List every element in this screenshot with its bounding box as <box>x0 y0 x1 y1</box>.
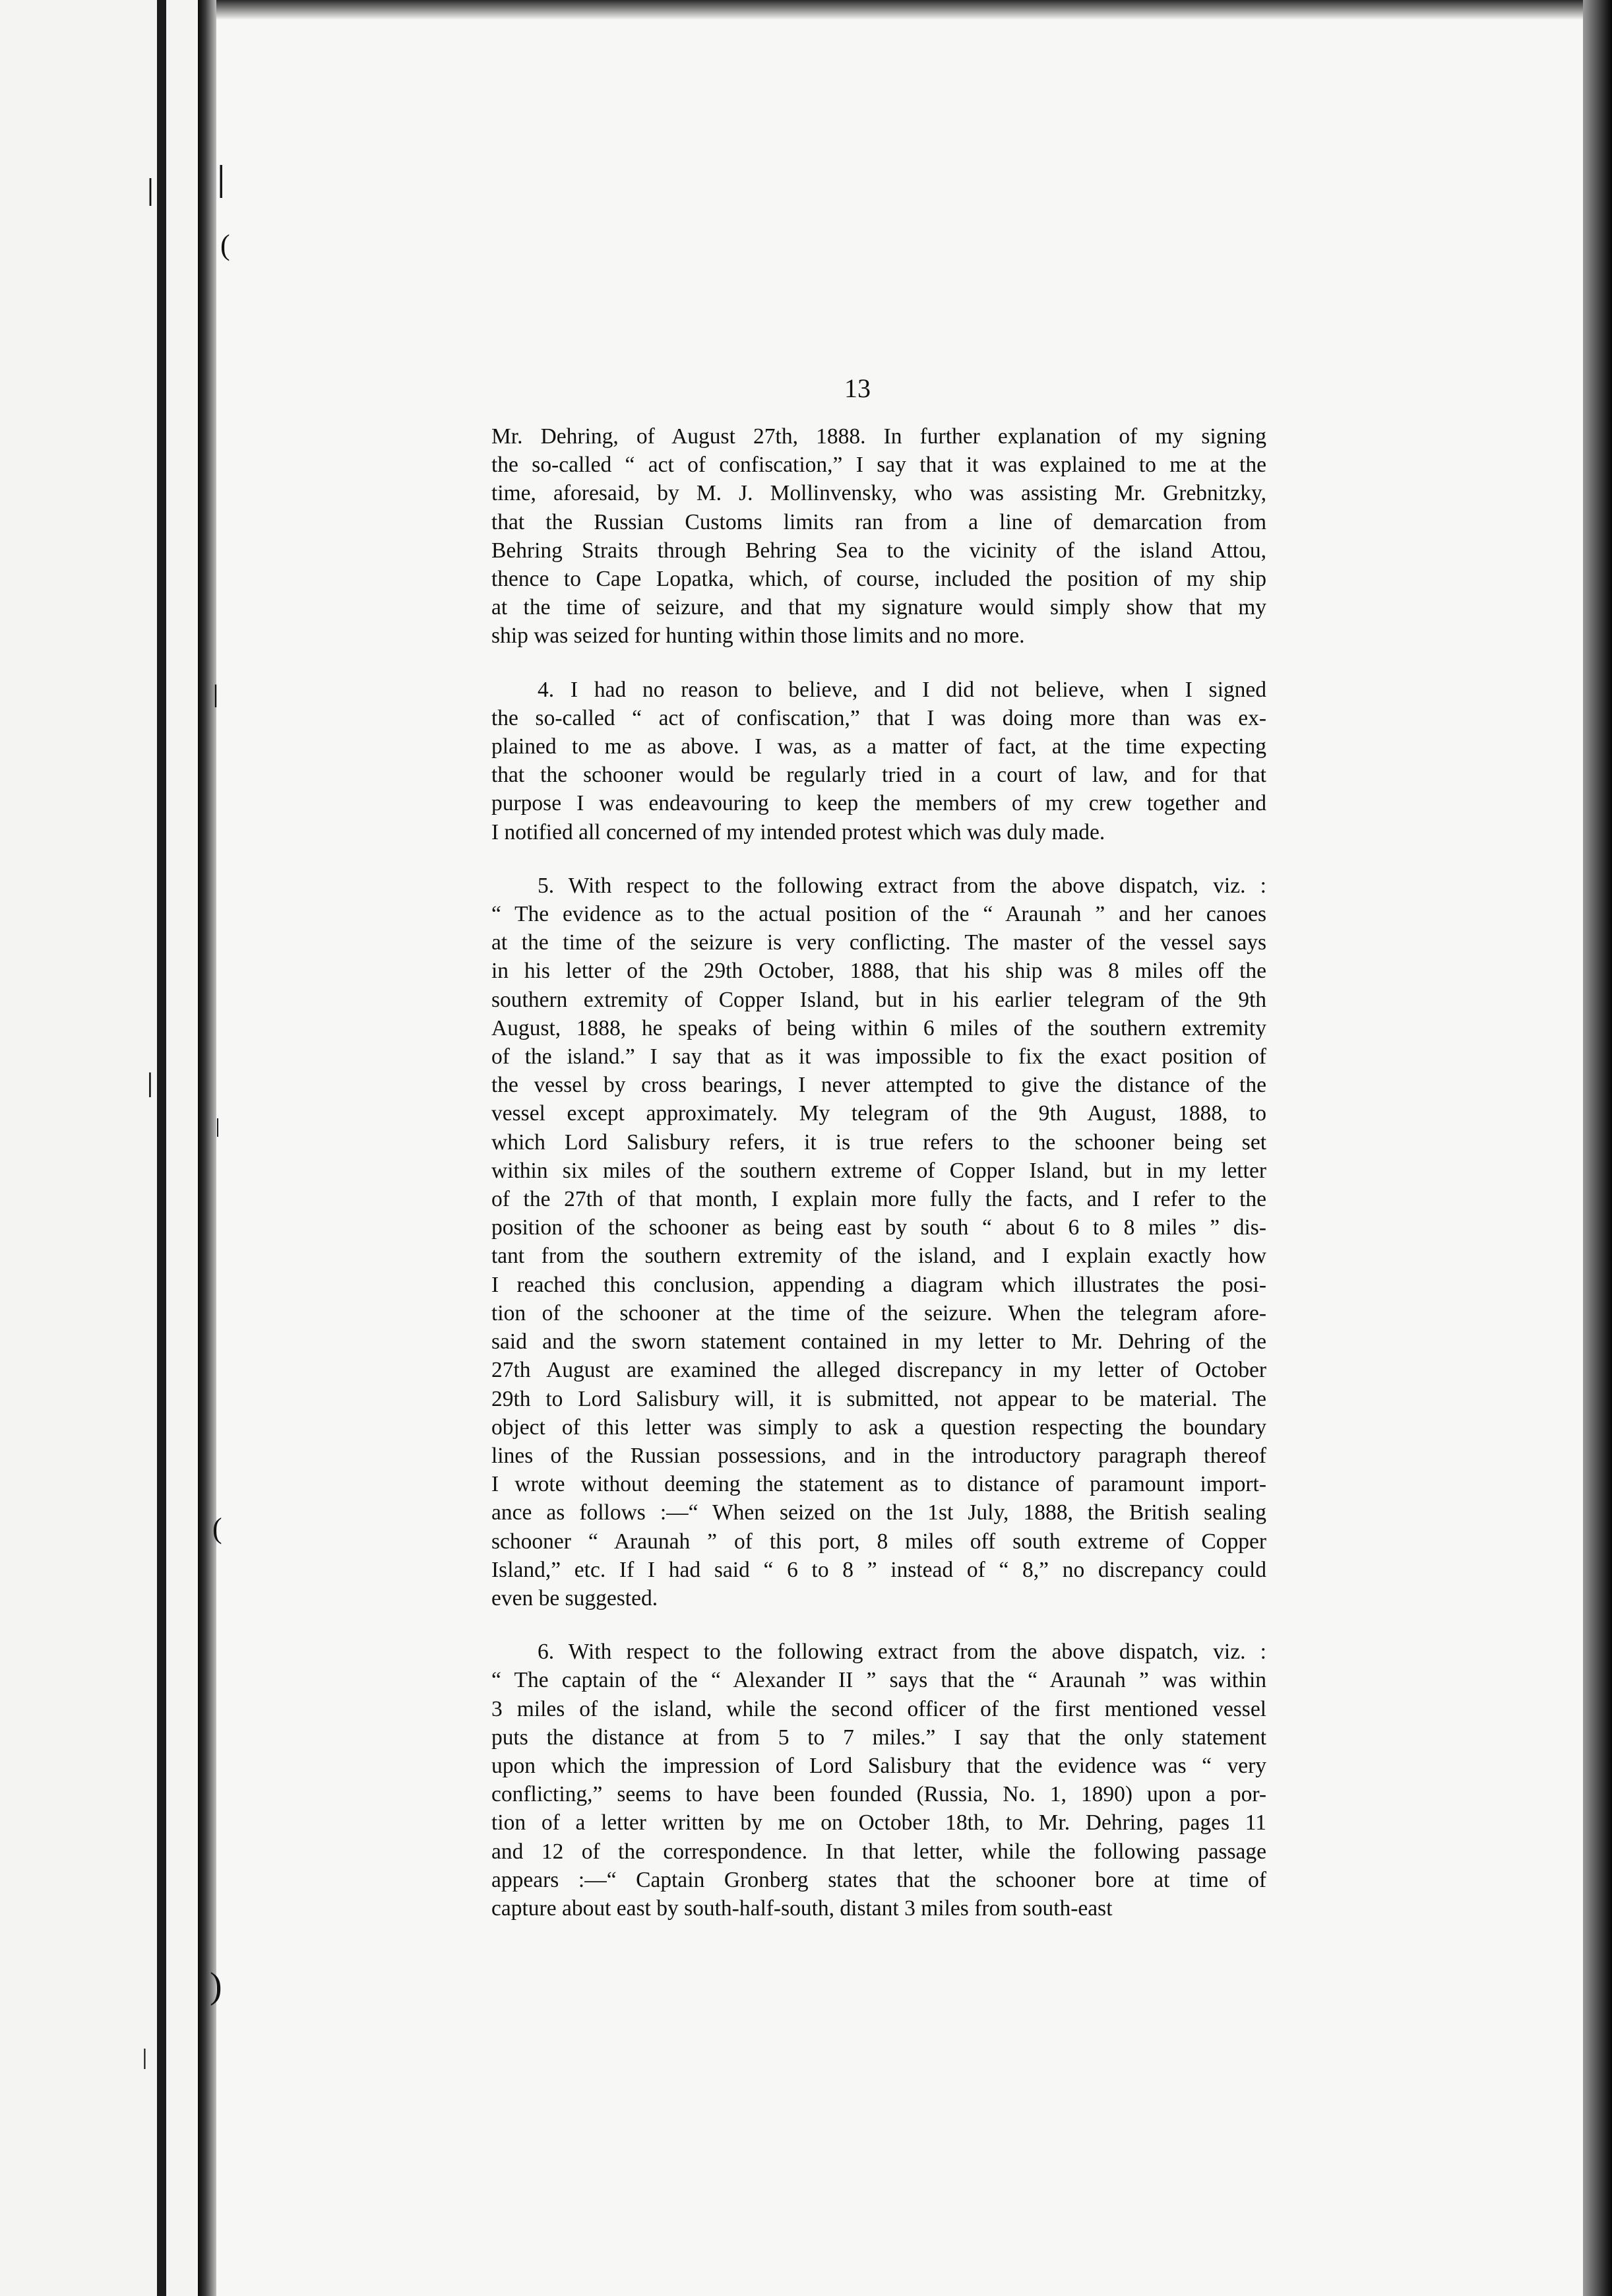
text-line: ance as follows :—“ When seized on the 1st July, 1888, the British sealing <box>491 1500 1266 1525</box>
page-top-shade <box>216 0 1583 20</box>
text-line: Mr. Dehring, of August 27th, 1888. In further explanation of my signing <box>491 424 1266 449</box>
text-line: of the island.” I say that as it was impossible to fix the exact position of <box>491 1044 1266 1069</box>
text-line: schooner “ Araunah ” of this port, 8 miles off south extreme of Copper <box>491 1529 1266 1554</box>
margin-mark: ( <box>212 1512 222 1545</box>
margin-mark: ǀ <box>212 678 220 715</box>
text-line: tion of a letter written by me on October 18th, to Mr. Dehring, pages 11 <box>491 1810 1266 1835</box>
margin-mark: ǀ <box>146 1066 154 1105</box>
margin-mark: ( <box>220 229 230 261</box>
page-gutter <box>198 0 216 2296</box>
previous-page-fold <box>157 0 166 2296</box>
text-line: at the time of seizure, and that my signature would simply show that my <box>491 595 1266 620</box>
text-line: in his letter of the 29th October, 1888, that his ship was 8 miles off the <box>491 959 1266 984</box>
text-line: I reached this conclusion, appending a diagram which illustrates the posi- <box>491 1272 1266 1297</box>
margin-mark: ) <box>210 1965 222 2006</box>
margin-mark: ǀ <box>142 2043 148 2076</box>
text-line: vessel except approximately. My telegram of the 9th August, 1888, to <box>491 1101 1266 1126</box>
text-line: 5. With respect to the following extract from the above dispatch, viz. : <box>538 873 1266 898</box>
text-line: thence to Cape Lopatka, which, of course, included the position of my ship <box>491 567 1266 592</box>
text-line: at the time of the seizure is very conflicting. The master of the vessel says <box>491 930 1266 955</box>
text-line: 29th to Lord Salisbury will, it is submitted, not appear to be material. The <box>491 1386 1266 1411</box>
page-right-edge <box>1583 0 1612 2296</box>
text-line: upon which the impression of Lord Salisbury that the evidence was “ very <box>491 1753 1266 1778</box>
text-line: appears :—“ Captain Gronberg states that the schooner bore at time of <box>491 1867 1266 1892</box>
text-line: the so-called “ act of confiscation,” that I was doing more than was ex- <box>491 705 1266 730</box>
paragraph <box>491 422 1266 651</box>
text-line: and 12 of the correspondence. In that letter, while the following passage <box>491 1839 1266 1864</box>
text-line: position of the schooner as being east by south “ about 6 to 8 miles ” dis- <box>491 1215 1266 1240</box>
text-line: said and the sworn statement contained in my letter to Mr. Dehring of the <box>491 1329 1266 1355</box>
text-line: I notified all concerned of my intended protest which was duly made. <box>491 819 1105 845</box>
text-line: “ The captain of the “ Alexander II ” says that the “ Araunah ” was within <box>491 1668 1266 1693</box>
text-line: time, aforesaid, by M. J. Mollinvensky, who was assisting Mr. Grebnitzky, <box>491 481 1266 506</box>
text-line: I wrote without deeming the statement as to distance of paramount import- <box>491 1472 1266 1497</box>
text-line: even be suggested. <box>491 1585 658 1610</box>
text-line: southern extremity of Copper Island, but in his earlier telegram of the 9th <box>491 987 1266 1012</box>
margin-mark: ǀ <box>215 1113 221 1143</box>
text-line: of the 27th of that month, I explain more fully the facts, and I refer to the <box>491 1187 1266 1212</box>
text-line: that the Russian Customs limits ran from a line of demarcation from <box>491 509 1266 534</box>
text-line: object of this letter was simply to ask a question respecting the boundary <box>491 1415 1266 1440</box>
text-line: conflicting,” seems to have been founded (Russia, No. 1, 1890) upon a por- <box>491 1782 1266 1807</box>
text-line: lines of the Russian possessions, and in the introductory paragraph thereof <box>491 1443 1266 1468</box>
text-line: Island,” etc. If I had said “ 6 to 8 ” instead of “ 8,” no discrepancy could <box>491 1557 1266 1582</box>
text-line: purpose I was endeavouring to keep the members of my crew together and <box>491 791 1266 816</box>
text-line: 4. I had no reason to believe, and I did not believe, when I signed <box>538 677 1266 702</box>
text-line: capture about east by south-half-south, distant 3 miles from south-east <box>491 1896 1113 1921</box>
text-line: 27th August are examined the alleged discrepancy in my letter of October <box>491 1358 1266 1383</box>
text-line: 3 miles of the island, while the second officer of the first mentioned vessel <box>491 1696 1266 1721</box>
paragraph <box>491 1638 1266 1923</box>
text-line: tion of the schooner at the time of the seizure. When the telegram afore- <box>491 1300 1266 1325</box>
text-line: within six miles of the southern extreme of Copper Island, but in my letter <box>491 1158 1266 1183</box>
text-line: tant from the southern extremity of the island, and I explain exactly how <box>491 1244 1266 1269</box>
document-body <box>491 422 1266 1948</box>
text-line: August, 1888, he speaks of being within 6 miles of the southern extremity <box>491 1015 1266 1040</box>
paragraph <box>491 872 1266 1612</box>
page-number: 13 <box>844 373 871 403</box>
text-line: ship was seized for hunting within those limits and no more. <box>491 623 1025 649</box>
text-line: plained to me as above. I was, as a matter of fact, at the time expecting <box>491 734 1266 759</box>
text-line: puts the distance at from 5 to 7 miles.” I say that the only statement <box>491 1725 1266 1750</box>
margin-mark: ǀ <box>146 171 155 214</box>
text-line: the so-called “ act of confiscation,” I say that it was explained to me at the <box>491 453 1266 478</box>
margin-mark: ǀ <box>216 156 226 208</box>
text-line: 6. With respect to the following extract from the above dispatch, viz. : <box>538 1640 1266 1665</box>
text-line: that the schooner would be regularly tried in a court of law, and for that <box>491 763 1266 788</box>
text-line: the vessel by cross bearings, I never attempted to give the distance of the <box>491 1073 1266 1098</box>
text-line: Behring Straits through Behring Sea to the vicinity of the island Attou, <box>491 538 1266 563</box>
text-line: “ The evidence as to the actual position of the “ Araunah ” and her canoes <box>491 902 1266 927</box>
previous-page-edge <box>0 0 198 2296</box>
text-line: which Lord Salisbury refers, it is true refers to the schooner being set <box>491 1130 1266 1155</box>
paragraph <box>491 676 1266 846</box>
